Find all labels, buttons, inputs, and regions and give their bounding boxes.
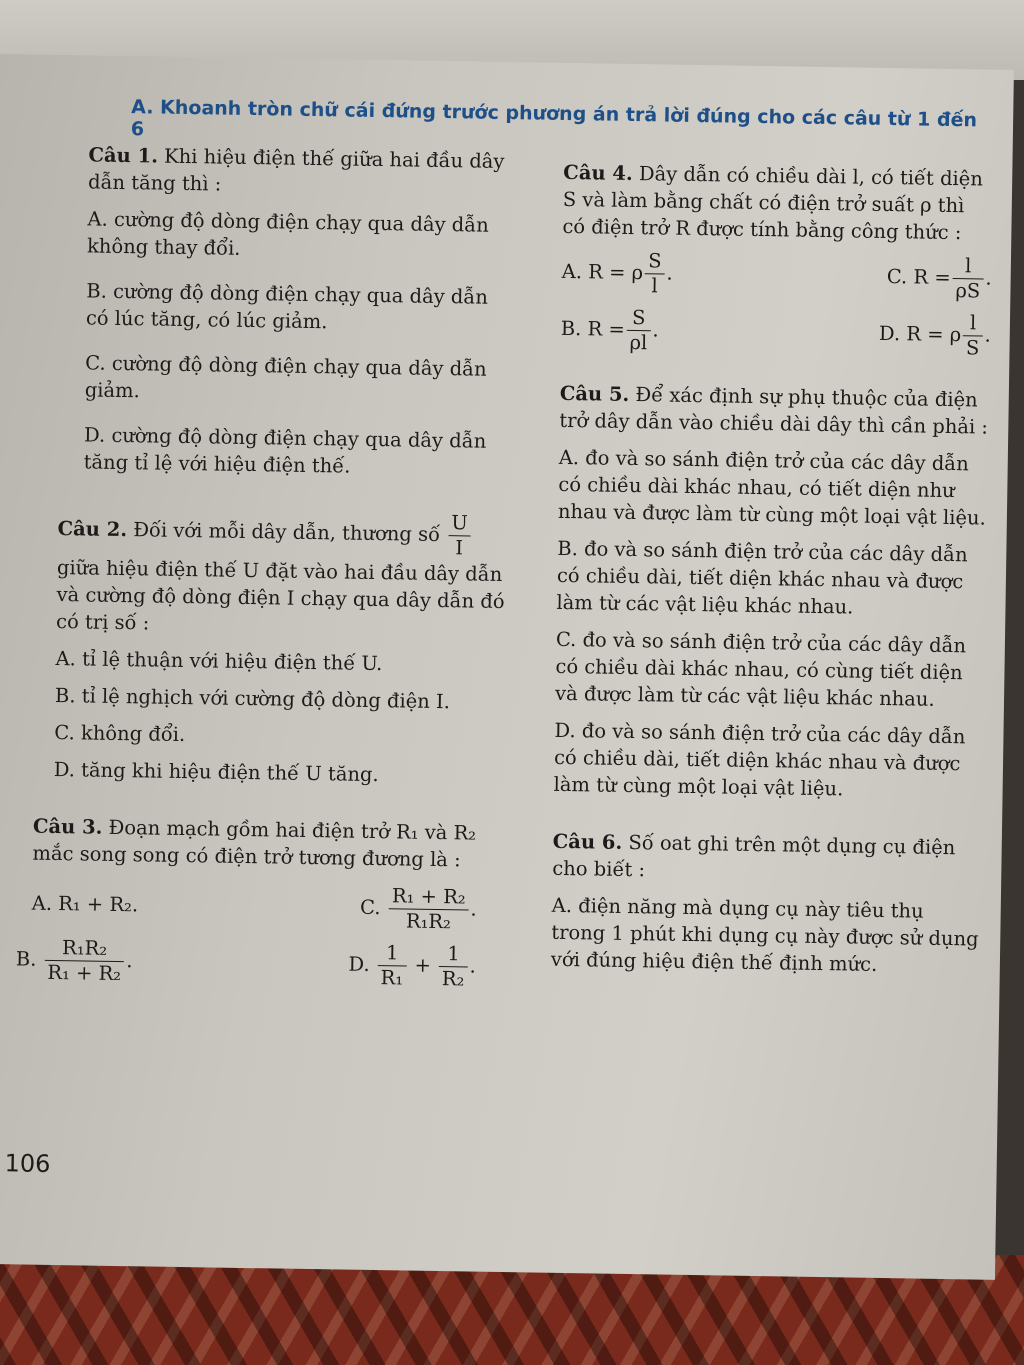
question-1-stem: Câu 1. Khi hiệu điện thế giữa hai đầu dây dẫn tăng thì : [87,143,505,196]
question-5-option-b[interactable]: B. đo và so sánh điện trở của các dây dẫn có chiều dài, tiết diện khác nhau và được làm từ các vật liệu khác nhau. [556,536,968,619]
question-3-option-b[interactable]: B. $\frac{\text{R₁R₂}}{\text{R₁ + R₂}}$ . [15,936,133,986]
question-6 [551,828,983,980]
right-column [551,159,994,980]
question-1-option-b[interactable]: B. cường độ dòng điện chạy qua dây dẫn có lúc tăng, có lúc giảm. [85,279,489,334]
question-1-option-c[interactable]: C. cường độ dòng điện chạy qua dây dẫn giảm. [84,351,487,403]
question-3-option-a[interactable]: A. R₁ + R₂. [31,891,139,917]
question-2-stem: Câu 2. Đối với mỗi dây dẫn, thương số $\frac{U}{I}$ giữa hiệu điện thế U đặt vào hai đầu dây dẫn và cường độ dòng điện I chạy qua dây dẫn đó có trị số : [55,511,505,635]
question-3-option-c[interactable]: C. $\frac{\text{R₁ + R₂}}{\text{R₁R₂}}$ . [359,884,477,934]
question-4-option-b[interactable]: B. R = $\frac{S}{\rho l}$ . [560,305,659,355]
question-5-option-c[interactable]: C. đo và so sánh điện trở của các dây dẫn có chiều dài khác nhau, có cùng tiết diện và được làm từ các vật liệu khác nhau. [554,627,967,711]
question-1-option-d[interactable]: D. cường độ dòng điện chạy qua dây dẫn tăng tỉ lệ với hiệu điện thế. [83,423,487,478]
question-1 [33,141,518,482]
question-6-option-a[interactable]: A. điện năng mà dụng cụ này tiêu thụ trong 1 phút khi dụng cụ này được sử dụng với đúng hiệu điện thế định mức. [550,893,979,976]
book-page [0,54,1014,1280]
question-5 [553,380,990,805]
question-4 [560,159,993,361]
question-2-option-d[interactable]: D. tăng khi hiệu điện thế U tăng. [53,757,379,787]
page-number: 106 [4,1149,51,1178]
question-5-stem: Câu 5. Để xác định sự phụ thuộc của điện trở dây dẫn vào chiều dài dây thì cần phải : [559,381,989,439]
question-4-option-d[interactable]: D. R = ρ $\frac{l}{S}$ . [878,311,991,360]
question-2-option-a[interactable]: A. tỉ lệ thuận với hiệu điện thế U. [55,646,383,676]
question-5-option-a[interactable]: A. đo và so sánh điện trở của các dây dẫn có chiều dài khác nhau, có tiết diện như nhau và được làm từ cùng một loại vật liệu. [557,445,986,530]
left-column [15,141,518,1000]
fraction-u-over-i: $\frac{U}{I}$ [448,511,471,560]
question-4-option-c[interactable]: C. R = $\frac{l}{\rho S}$ . [886,254,992,303]
question-2-option-b[interactable]: B. tỉ lệ nghịch với cường độ dòng điện I. [54,683,451,714]
question-3-option-d[interactable]: D. $\frac{1}{\text{R₁}}$ + $\frac{1}{\text{R₂}}$ . [348,941,476,991]
section-header: A. Khoanh tròn chữ cái đứng trước phương án trả lời đúng cho các câu từ 1 đến 6 [130,96,978,141]
question-5-option-d[interactable]: D. đo và so sánh điện trở của các dây dẫn có chiều dài, tiết diện khác nhau và được làm từ cùng một loại vật liệu. [553,718,966,801]
question-2-option-c[interactable]: C. không đổi. [54,720,186,747]
question-3-stem: Câu 3. Đoạn mạch gồm hai điện trở R₁ và R₂ mắc song song có điện trở tương đương là : [32,814,477,872]
question-4-stem: Câu 4. Dây dẫn có chiều dài l, có tiết diện S và làm bằng chất có điện trở suất ρ thì có điện trở R được tính bằng công thức : [562,160,984,245]
question-1-option-a[interactable]: A. cường độ dòng điện chạy qua dây dẫn không thay đổi. [86,207,489,260]
question-2 [29,505,513,791]
question-3 [15,813,508,993]
question-6-stem: Câu 6. Số oat ghi trên một dụng cụ điện cho biết : [552,829,956,882]
question-4-option-a[interactable]: A. R = ρ $\frac{S}{l}$ . [561,249,673,298]
